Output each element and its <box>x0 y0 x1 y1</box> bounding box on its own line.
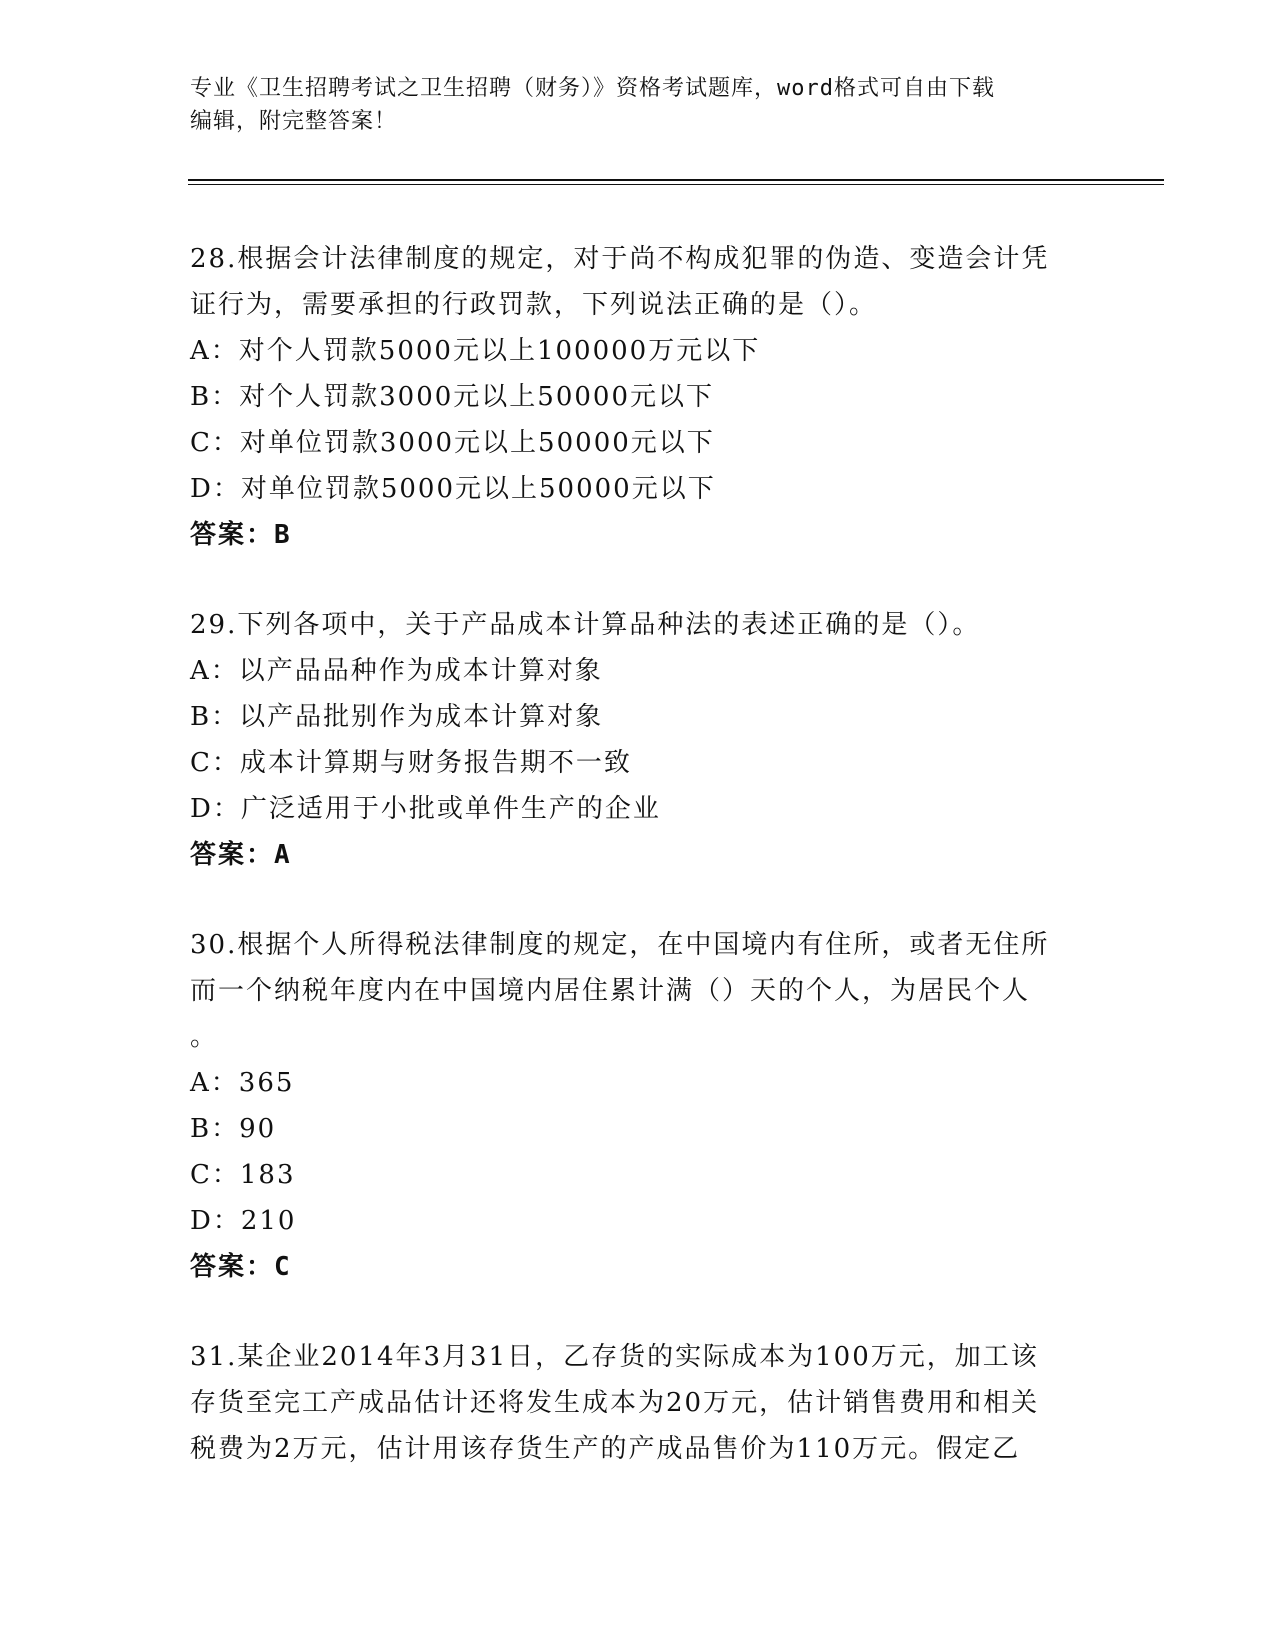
option-c: C：成本计算期与财务报告期不一致 <box>190 748 632 778</box>
option-d: D：210 <box>190 1206 297 1236</box>
header-divider-thick <box>188 179 1164 181</box>
option-b: B：以产品批别作为成本计算对象 <box>190 702 604 732</box>
answer-label: 答案：A <box>190 840 292 870</box>
question-28 <box>190 236 1090 558</box>
document-header <box>190 72 1090 138</box>
option-d: D：广泛适用于小批或单件生产的企业 <box>190 794 661 824</box>
header-line: 编辑，附完整答案！ <box>190 109 398 134</box>
option-a: A：以产品品种作为成本计算对象 <box>190 656 603 686</box>
option-a: A：对个人罚款5000元以上100000万元以下 <box>190 336 761 366</box>
header-divider-thin <box>188 184 1164 185</box>
answer-label: 答案：B <box>190 520 292 550</box>
question-stem-line: 30.根据个人所得税法律制度的规定，在中国境内有住所，或者无住所 <box>190 930 1050 960</box>
question-list <box>190 236 1090 1516</box>
option-c: C：对单位罚款3000元以上50000元以下 <box>190 428 715 458</box>
question-31 <box>190 1334 1090 1472</box>
question-stem-line: 存货至完工产成品估计还将发生成本为20万元，估计销售费用和相关 <box>190 1388 1040 1418</box>
header-line: 专业《卫生招聘考试之卫生招聘（财务）》资格考试题库，word格式可自由下载 <box>190 76 995 101</box>
option-a: A：365 <box>190 1068 295 1098</box>
option-c: C：183 <box>190 1160 296 1190</box>
question-stem-line: 税费为2万元，估计用该存货生产的产成品售价为110万元。假定乙 <box>190 1434 1021 1464</box>
question-stem-line: 。 <box>190 1022 219 1052</box>
answer-label: 答案：C <box>190 1252 292 1282</box>
question-stem-line: 而一个纳税年度内在中国境内居住累计满（）天的个人，为居民个人 <box>190 976 1031 1006</box>
option-b: B：对个人罚款3000元以上50000元以下 <box>190 382 714 412</box>
question-stem-line: 证行为，需要承担的行政罚款，下列说法正确的是（）。 <box>190 290 878 320</box>
option-d: D：对单位罚款5000元以上50000元以下 <box>190 474 716 504</box>
option-b: B：90 <box>190 1114 277 1144</box>
question-stem-line: 29.下列各项中，关于产品成本计算品种法的表述正确的是（）。 <box>190 610 981 640</box>
question-29 <box>190 602 1090 878</box>
question-stem-line: 31.某企业2014年3月31日，乙存货的实际成本为100万元，加工该 <box>190 1342 1039 1372</box>
question-stem-line: 28.根据会计法律制度的规定，对于尚不构成犯罪的伪造、变造会计凭 <box>190 244 1050 274</box>
question-30 <box>190 922 1090 1290</box>
